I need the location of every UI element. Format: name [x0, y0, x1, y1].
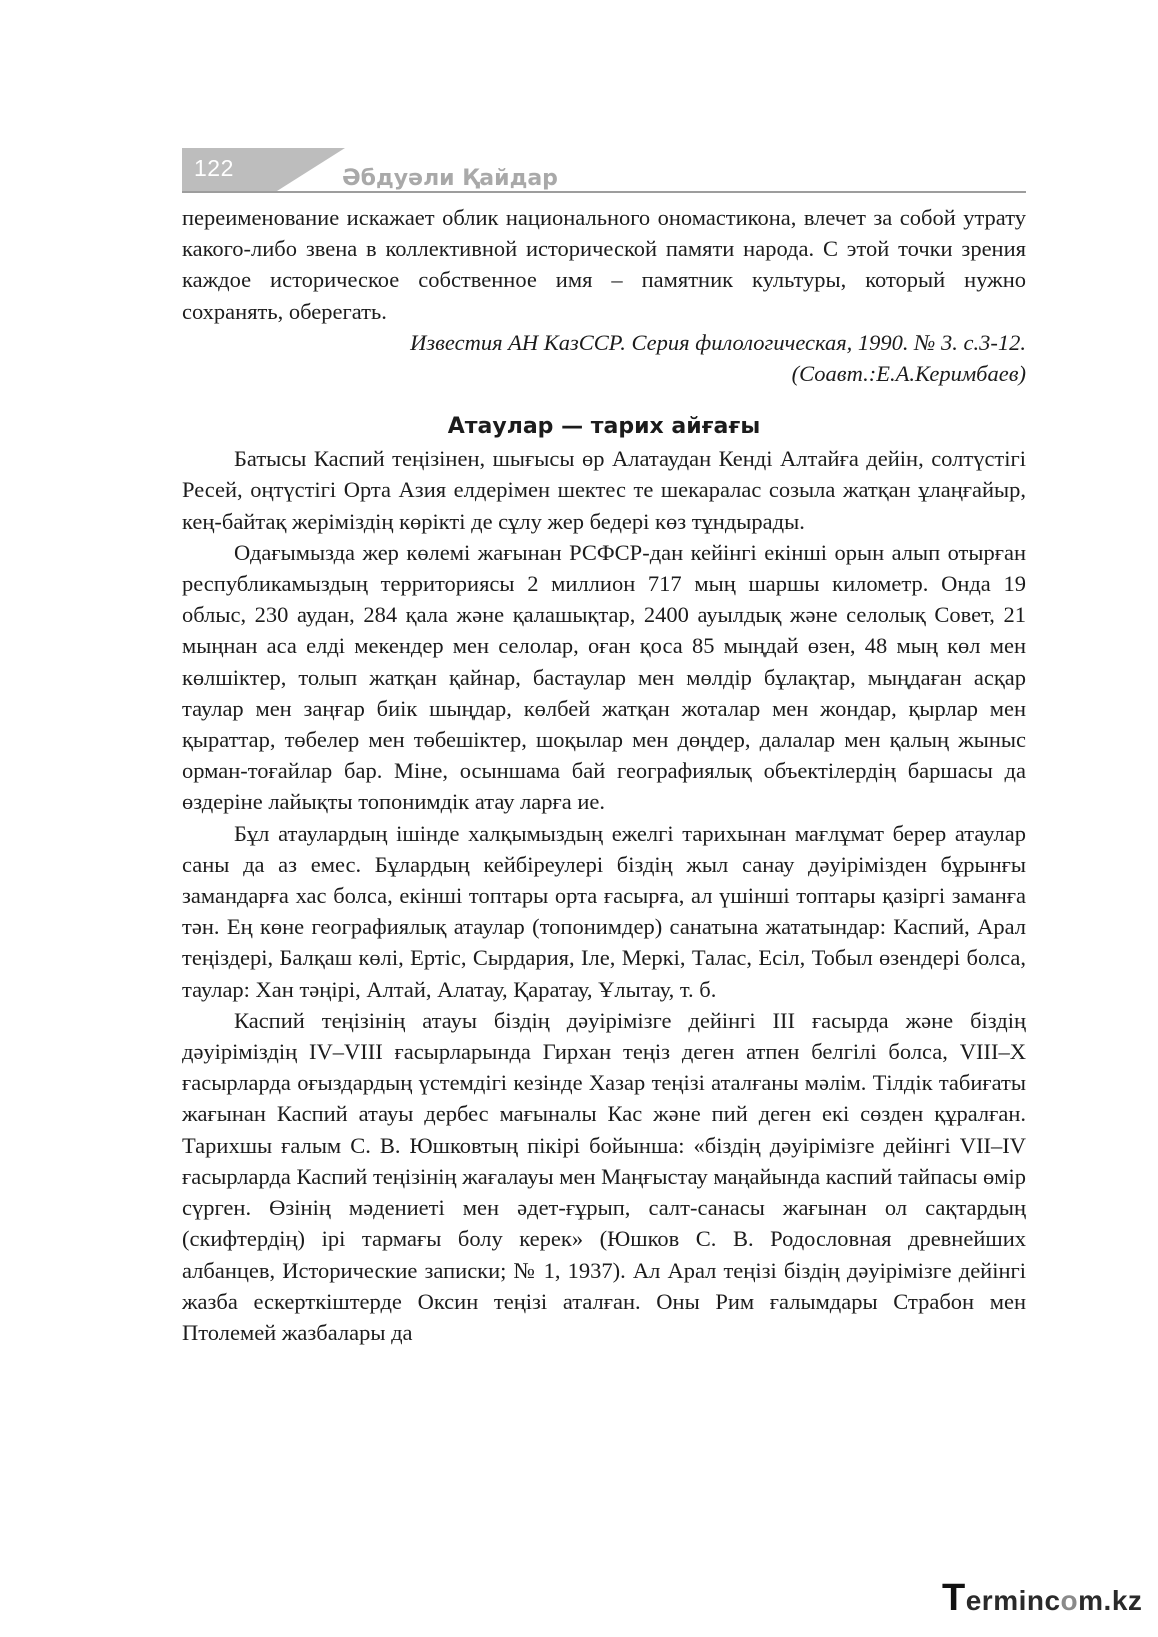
body-text	[182, 202, 1026, 1348]
paragraph: Батысы Каспий теңізінен, шығысы өр Алатаудан Кенді Алтайға дейін, солтүстігі Ресей, оңтүстігі Орта Азия елдерімен шектес те шекаралас созыла жатқан ұлаңғайыр, кең-байтақ жеріміздің көрікті де сұлу жер бедері көз тұндырады.	[182, 446, 1026, 534]
citation-source: Известия АН КазССР. Серия филологическая, 1990. № 3. с.3-12.	[410, 329, 1026, 355]
page-number-tab-wedge	[277, 148, 345, 191]
paragraph: Бұл атаулардың ішінде халқымыздың ежелгі тарихынан мағлұмат берер атаулар саны да аз емес. Бұлардың кейбіреулері біздің жыл санау дәуірімізден бұрынғы замандарға хас болса, екінші топтары орта ғасырға, ал үшінші топтары қазіргі заманға тән. Ең көне географиялық атаулар (топонимдер) санатына жататындар: Каспий, Арал теңіздері, Балқаш көлі, Ертіс, Сырдария, Іле, Меркі, Талас, Есіл, Тобыл өзендері болса, таулар: Хан тәңірі, Алтай, Алатау, Қаратау, Ұлытау, т. б.	[182, 820, 1026, 1002]
watermark-letter-t: T	[942, 1577, 966, 1619]
citation	[182, 327, 1026, 389]
citation-coauthor: (Соавт.:Е.А.Керимбаев)	[791, 361, 1026, 387]
paragraph: Одағымызда жер көлемі жағынан РСФСР-дан кейінгі екінші орын алып отырған республикамыздың территориясы 2 миллион 717 мың шаршы километр. Онда 19 облыс, 230 аудан, 284 қала және қалашықтар, 2400 ауылдық және селолық Совет, 21 мыңнан аса елді мекендер мен селолар, оған қоса 85 мыңдай өзен, 48 мың көл мен көлшіктер, толып жатқан қайнар, бастаулар мен мөлдір бұлақтар, мыңдаған асқар таулар мен заңғар биік шыңдар, көлбей жатқан жоталар мен жондар, қырлар мен қыраттар, төбелер мен төбешіктер, шоқылар мен дөңдер, далалар мен қалың жыныс орман-тоғайлар бар. Міне, осыншама бай географиялық объектілердің баршасы да өздеріне лайықты топонимдік атау ларға ие.	[182, 539, 1026, 815]
site-watermark	[942, 1577, 1142, 1620]
header-rule	[182, 191, 1026, 193]
watermark-text-end: m.kz	[1078, 1585, 1143, 1616]
watermark-text: erminc	[965, 1585, 1061, 1616]
paragraph: Каспий теңізінің атауы біздің дәуірімізге дейінгі ІІІ ғасырда және біздің дәуіріміздің IV–VIII ғасырларында Гирхан теңіз деген атпен белгілі болса, VIII–X ғасырларда оғыздардың үстемдігі кезінде Хазар теңізі аталғаны мәлім. Тілдік табиғаты жағынан Каспий атауы дербес мағыналы Кас және пий деген екі сөзден құралған. Тарихшы ғалым С. В. Юшковтың пікірі бойынша: «біздің дәуірімізге дейінгі VII–IV ғасырларда Каспий теңізінің жағалауы мен Маңғыстау маңайында каспий тайпасы өмір сүрген. Өзінің мәдениеті мен әдет-ғұрып, салт-санасы жағынан ол сақтардың (скифтердің) ірі тармағы болу керек» (Юшков С. В. Родословная древнейших албанцев, Исторические записки; № 1, 1937). Ал Арал теңізі біздің дәуірімізге дейінгі жазба ескерткіштерде Оксин теңізі аталған. Оны Рим ғалымдары Страбон мен Птолемей жазбалары да	[182, 1007, 1026, 1345]
running-header	[182, 148, 1026, 194]
page-number: 122	[194, 155, 234, 181]
section-heading: Атаулар — тарих айғағы	[447, 414, 761, 440]
running-title: Әбдуәли Қайдар	[342, 166, 558, 191]
watermark-magnifier-o: o	[1060, 1585, 1079, 1616]
paragraph-continued: переименование искажает облик национального ономастикона, влечет за собой утрату какого-либо звена в коллективной исторической памяти народа. С этой точки зрения каждое историческое собственное имя – памятник культуры, который нужно сохранять, оберегать.	[182, 205, 1026, 324]
